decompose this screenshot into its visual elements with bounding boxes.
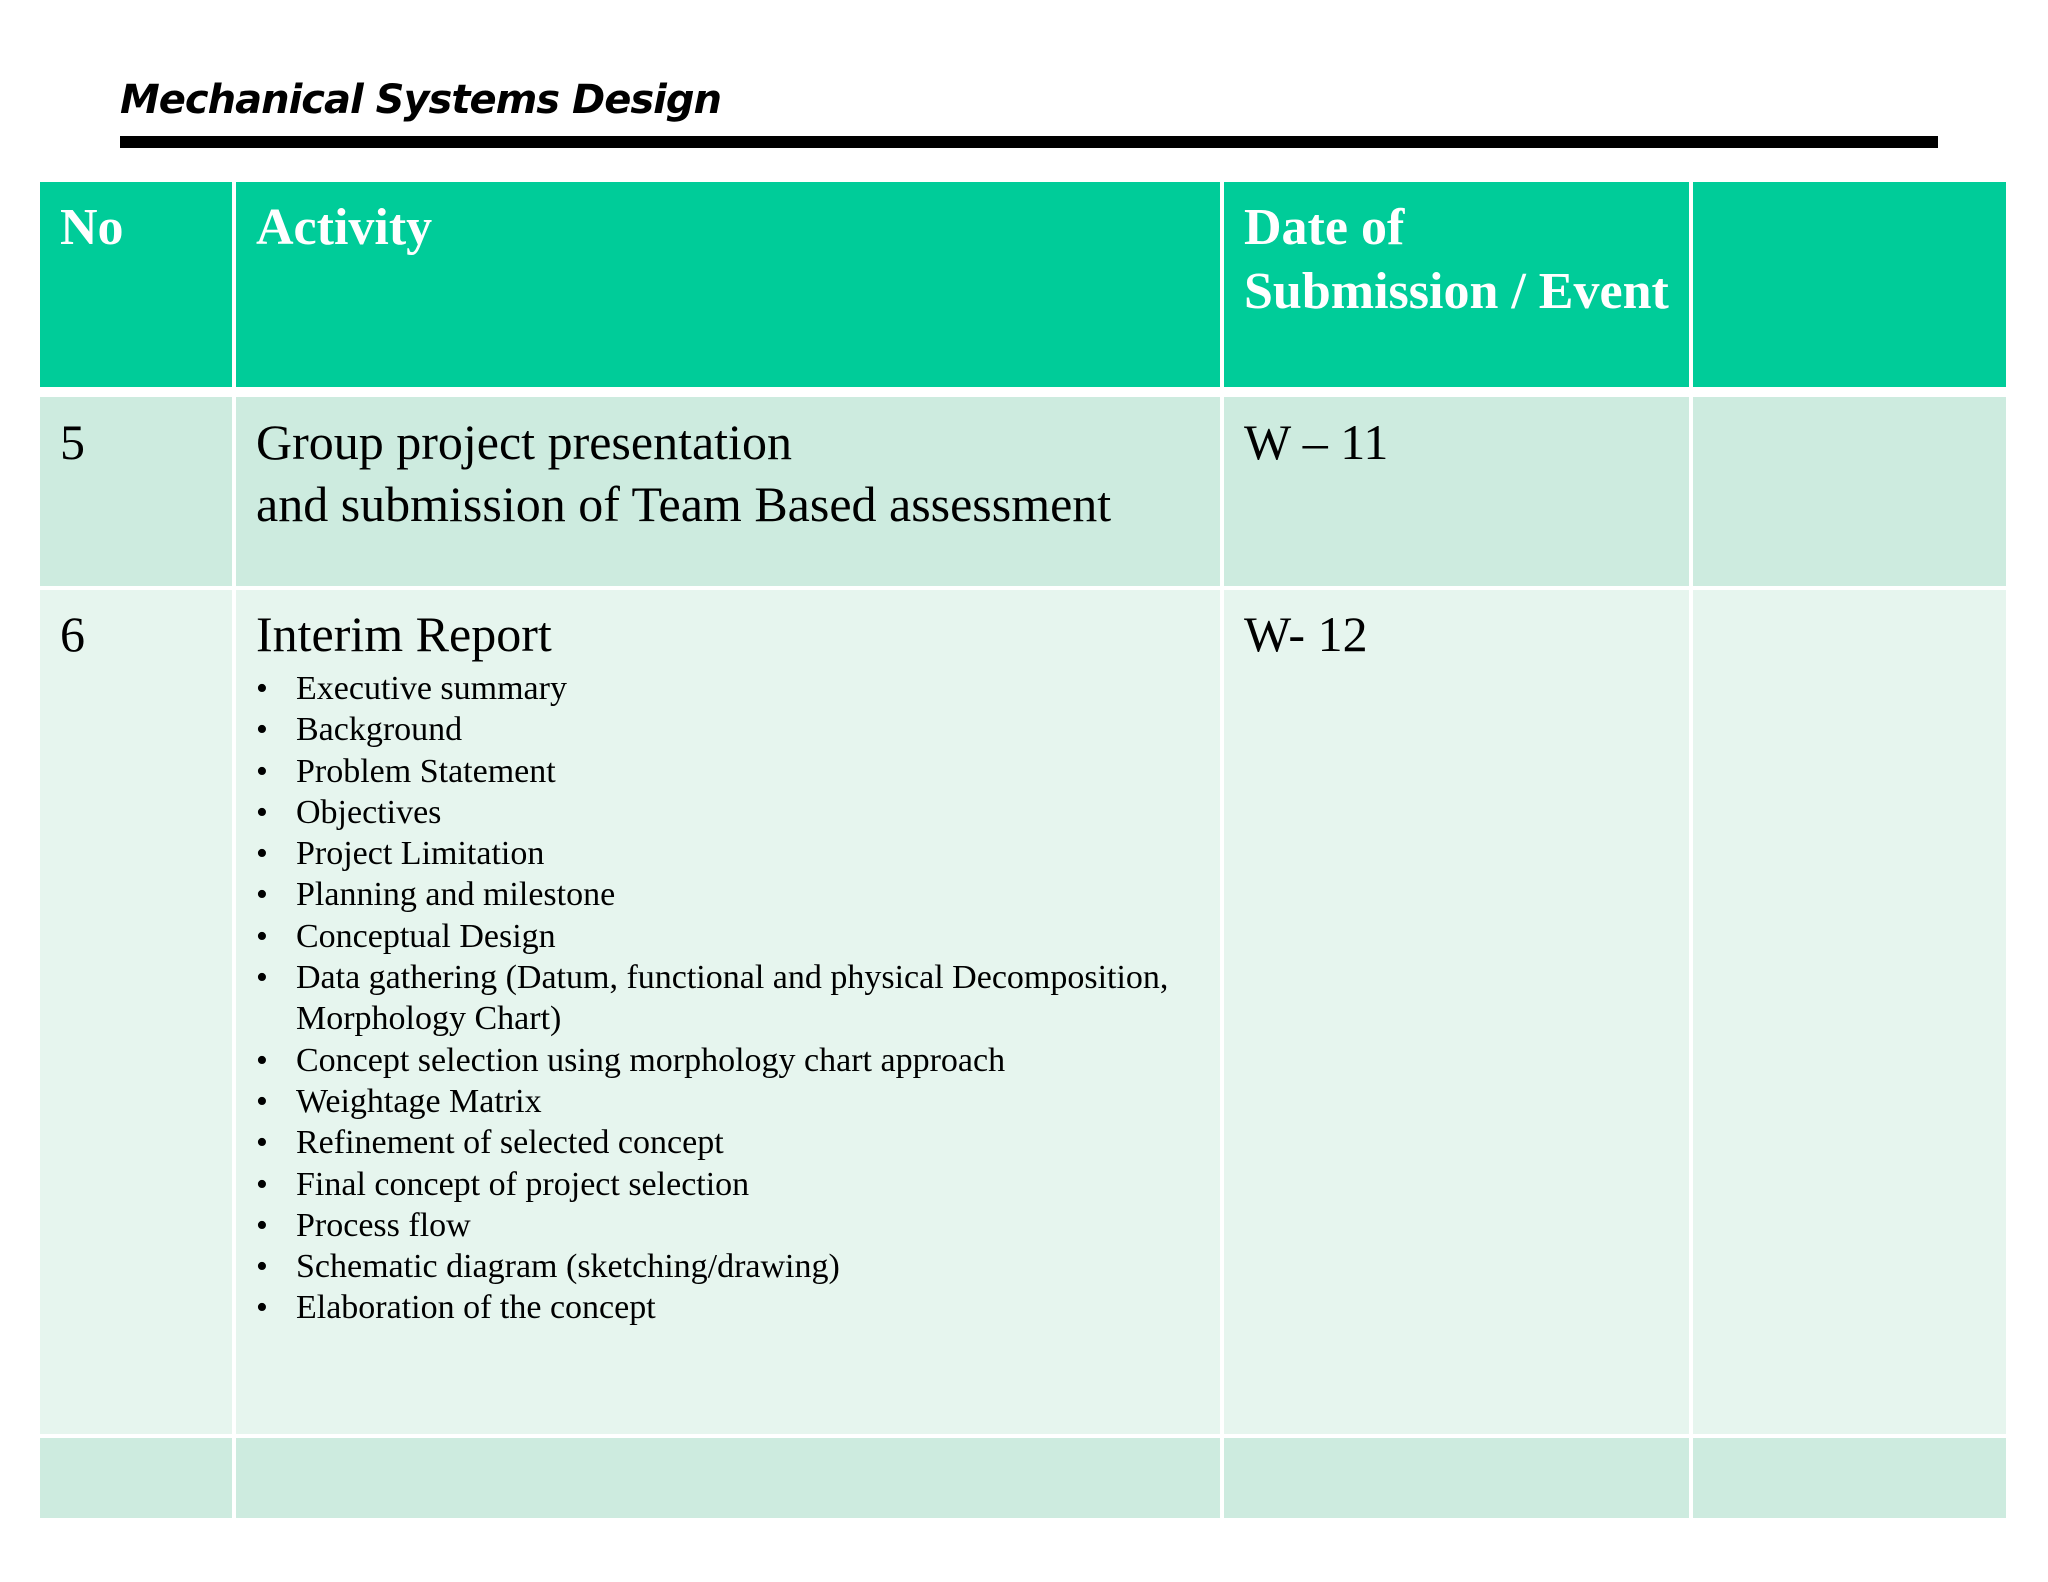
list-item-text: Refinement of selected concept <box>296 1124 724 1162</box>
bullet-icon: • <box>256 1124 268 1162</box>
empty-cell <box>1222 1436 1691 1520</box>
table-row <box>38 392 2008 588</box>
list-item-text: Elaboration of the concept <box>296 1289 656 1327</box>
empty-cell <box>1691 1436 2008 1520</box>
schedule-table <box>36 178 2010 1522</box>
list-item <box>256 957 1200 1040</box>
list-item <box>256 1040 1200 1081</box>
list-item <box>256 751 1200 792</box>
bullet-icon: • <box>256 1165 268 1203</box>
empty-cell <box>1691 588 2008 1436</box>
list-item-text: Weightage Matrix <box>296 1082 542 1120</box>
bullet-icon: • <box>256 1289 268 1327</box>
bullet-icon: • <box>256 1248 268 1286</box>
bullet-icon: • <box>256 835 268 873</box>
table-row <box>38 588 2008 1436</box>
report-items-list <box>256 668 1200 1329</box>
bullet-icon: • <box>256 959 268 997</box>
list-item <box>256 1205 1200 1246</box>
activity-line: Group project presentation <box>256 414 792 470</box>
bullet-icon: • <box>256 1082 268 1120</box>
list-item <box>256 833 1200 874</box>
list-item-text: Process flow <box>296 1206 471 1244</box>
column-header-no: No <box>38 180 234 392</box>
list-item-text: Background <box>296 711 463 749</box>
list-item-text: Data gathering (Datum, functional and physical Decomposition, Morphology Chart) <box>296 959 1169 1038</box>
list-item-text: Concept selection using morphology chart approach <box>296 1041 1006 1079</box>
list-item <box>256 1287 1200 1328</box>
list-item <box>256 709 1200 750</box>
list-item <box>256 792 1200 833</box>
activity-cell <box>234 392 1222 588</box>
list-item-text: Executive summary <box>296 670 567 707</box>
list-item-text: Final concept of project selection <box>296 1165 750 1203</box>
date-cell: W – 11 <box>1222 392 1691 588</box>
table-header-row <box>38 180 2008 392</box>
title-divider <box>120 136 1938 148</box>
list-item <box>256 1164 1200 1205</box>
list-item-text: Problem Statement <box>296 752 556 790</box>
list-item <box>256 1081 1200 1122</box>
list-item-text: Project Limitation <box>296 835 545 873</box>
bullet-icon: • <box>256 670 268 707</box>
activity-title: Interim Report <box>256 606 552 662</box>
activity-cell <box>234 588 1222 1436</box>
list-item <box>256 916 1200 957</box>
row-number-cell: 6 <box>38 588 234 1436</box>
empty-cell <box>1691 392 2008 588</box>
bullet-icon: • <box>256 793 268 831</box>
column-header-blank <box>1691 180 2008 392</box>
page-title: Mechanical Systems Design <box>120 77 721 123</box>
bullet-icon: • <box>256 1206 268 1244</box>
empty-cell <box>234 1436 1222 1520</box>
list-item <box>256 1122 1200 1163</box>
bullet-icon: • <box>256 711 268 749</box>
list-item-text: Planning and milestone <box>296 876 616 914</box>
column-header-date: Date of Submission / Event <box>1222 180 1691 392</box>
date-cell: W- 12 <box>1222 588 1691 1436</box>
list-item <box>256 874 1200 915</box>
list-item-text: Conceptual Design <box>296 917 556 955</box>
list-item <box>256 1246 1200 1287</box>
list-item <box>256 668 1200 709</box>
bullet-icon: • <box>256 917 268 955</box>
column-header-activity: Activity <box>234 180 1222 392</box>
bullet-icon: • <box>256 876 268 914</box>
activity-line: and submission of Team Based assessment <box>256 476 1112 532</box>
list-item-text: Schematic diagram (sketching/drawing) <box>296 1248 840 1286</box>
list-item-text: Objectives <box>296 793 442 831</box>
bullet-icon: • <box>256 1041 268 1079</box>
empty-cell <box>38 1436 234 1520</box>
row-number-cell: 5 <box>38 392 234 588</box>
table-row <box>38 1436 2008 1520</box>
bullet-icon: • <box>256 752 268 790</box>
